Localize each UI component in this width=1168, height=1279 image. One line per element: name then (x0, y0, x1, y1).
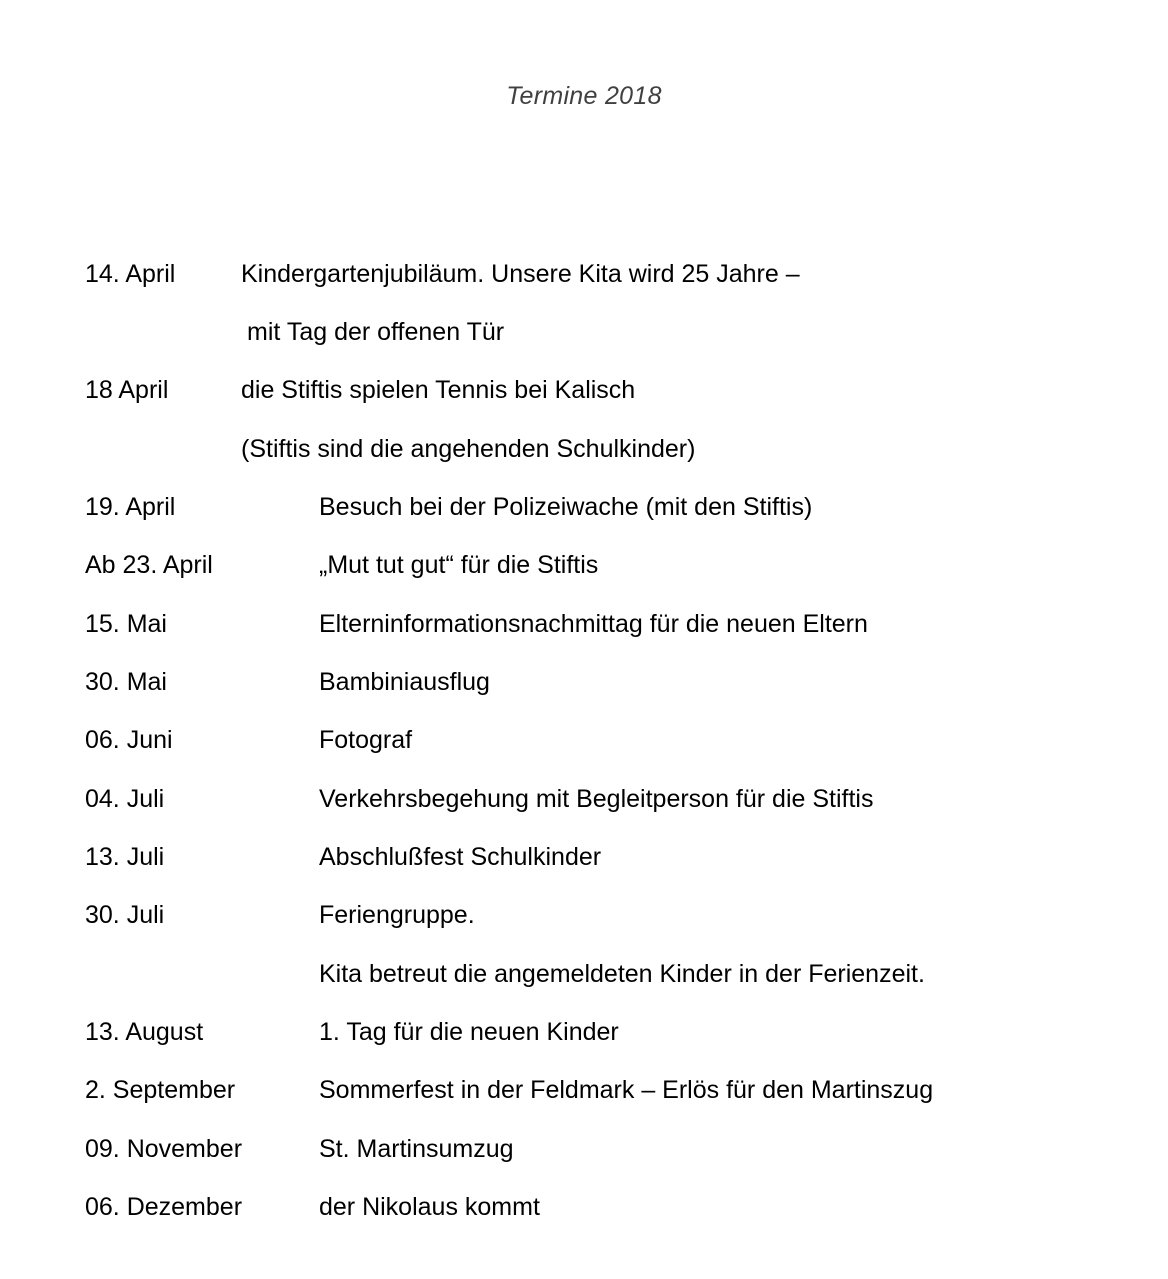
schedule-row (0, 604, 1168, 644)
schedule-row (0, 487, 1168, 527)
schedule-row (0, 779, 1168, 819)
event-description: Feriengruppe. (319, 901, 475, 929)
schedule-row (0, 954, 1168, 994)
schedule-row (0, 1129, 1168, 1169)
event-description: Kita betreut die angemeldeten Kinder in der Ferienzeit. (319, 960, 925, 988)
document-title: Termine 2018 (506, 82, 662, 110)
event-date: 04. Juli (85, 785, 165, 813)
event-description: St. Martinsumzug (319, 1135, 514, 1163)
event-date: 06. Juni (85, 726, 173, 754)
event-description: Sommerfest in der Feldmark – Erlös für den Martinszug (319, 1076, 934, 1104)
schedule-row (0, 1187, 1168, 1227)
schedule-row (0, 545, 1168, 585)
event-date: 18 April (85, 376, 169, 404)
schedule-row (0, 254, 1168, 294)
event-date: 13. Juli (85, 843, 165, 871)
event-description: mit Tag der offenen Tür (247, 318, 505, 346)
schedule-row (0, 837, 1168, 877)
schedule-row (0, 1070, 1168, 1110)
event-date: 14. April (85, 260, 176, 288)
schedule-row (0, 370, 1168, 410)
event-description: Kindergartenjubiläum. Unsere Kita wird 25 Jahre – (241, 260, 800, 288)
schedule-row (0, 662, 1168, 702)
event-description: die Stiftis spielen Tennis bei Kalisch (241, 376, 636, 404)
event-description: „Mut tut gut“ für die Stiftis (319, 551, 599, 579)
event-date: 06. Dezember (85, 1193, 243, 1221)
event-date: 15. Mai (85, 610, 167, 638)
event-description: Besuch bei der Polizeiwache (mit den Stiftis) (319, 493, 813, 521)
event-date: 30. Juli (85, 901, 165, 929)
schedule-row (0, 720, 1168, 760)
event-description: Fotograf (319, 726, 413, 754)
event-description: Elterninformationsnachmittag für die neuen Eltern (319, 610, 868, 638)
event-description: Bambiniausflug (319, 668, 490, 696)
event-description: Abschlußfest Schulkinder (319, 843, 602, 871)
event-date: Ab 23. April (85, 551, 213, 579)
event-date: 13. August (85, 1018, 204, 1046)
schedule-row (0, 429, 1168, 469)
event-description: 1. Tag für die neuen Kinder (319, 1018, 619, 1046)
event-description: der Nikolaus kommt (319, 1193, 540, 1221)
event-description: Verkehrsbegehung mit Begleitperson für die Stiftis (319, 785, 874, 813)
schedule-row (0, 312, 1168, 352)
event-date: 19. April (85, 493, 176, 521)
event-date: 2. September (85, 1076, 236, 1104)
event-date: 30. Mai (85, 668, 167, 696)
schedule-row (0, 895, 1168, 935)
schedule-row (0, 1012, 1168, 1052)
event-description: (Stiftis sind die angehenden Schulkinder) (241, 435, 696, 463)
event-date: 09. November (85, 1135, 243, 1163)
